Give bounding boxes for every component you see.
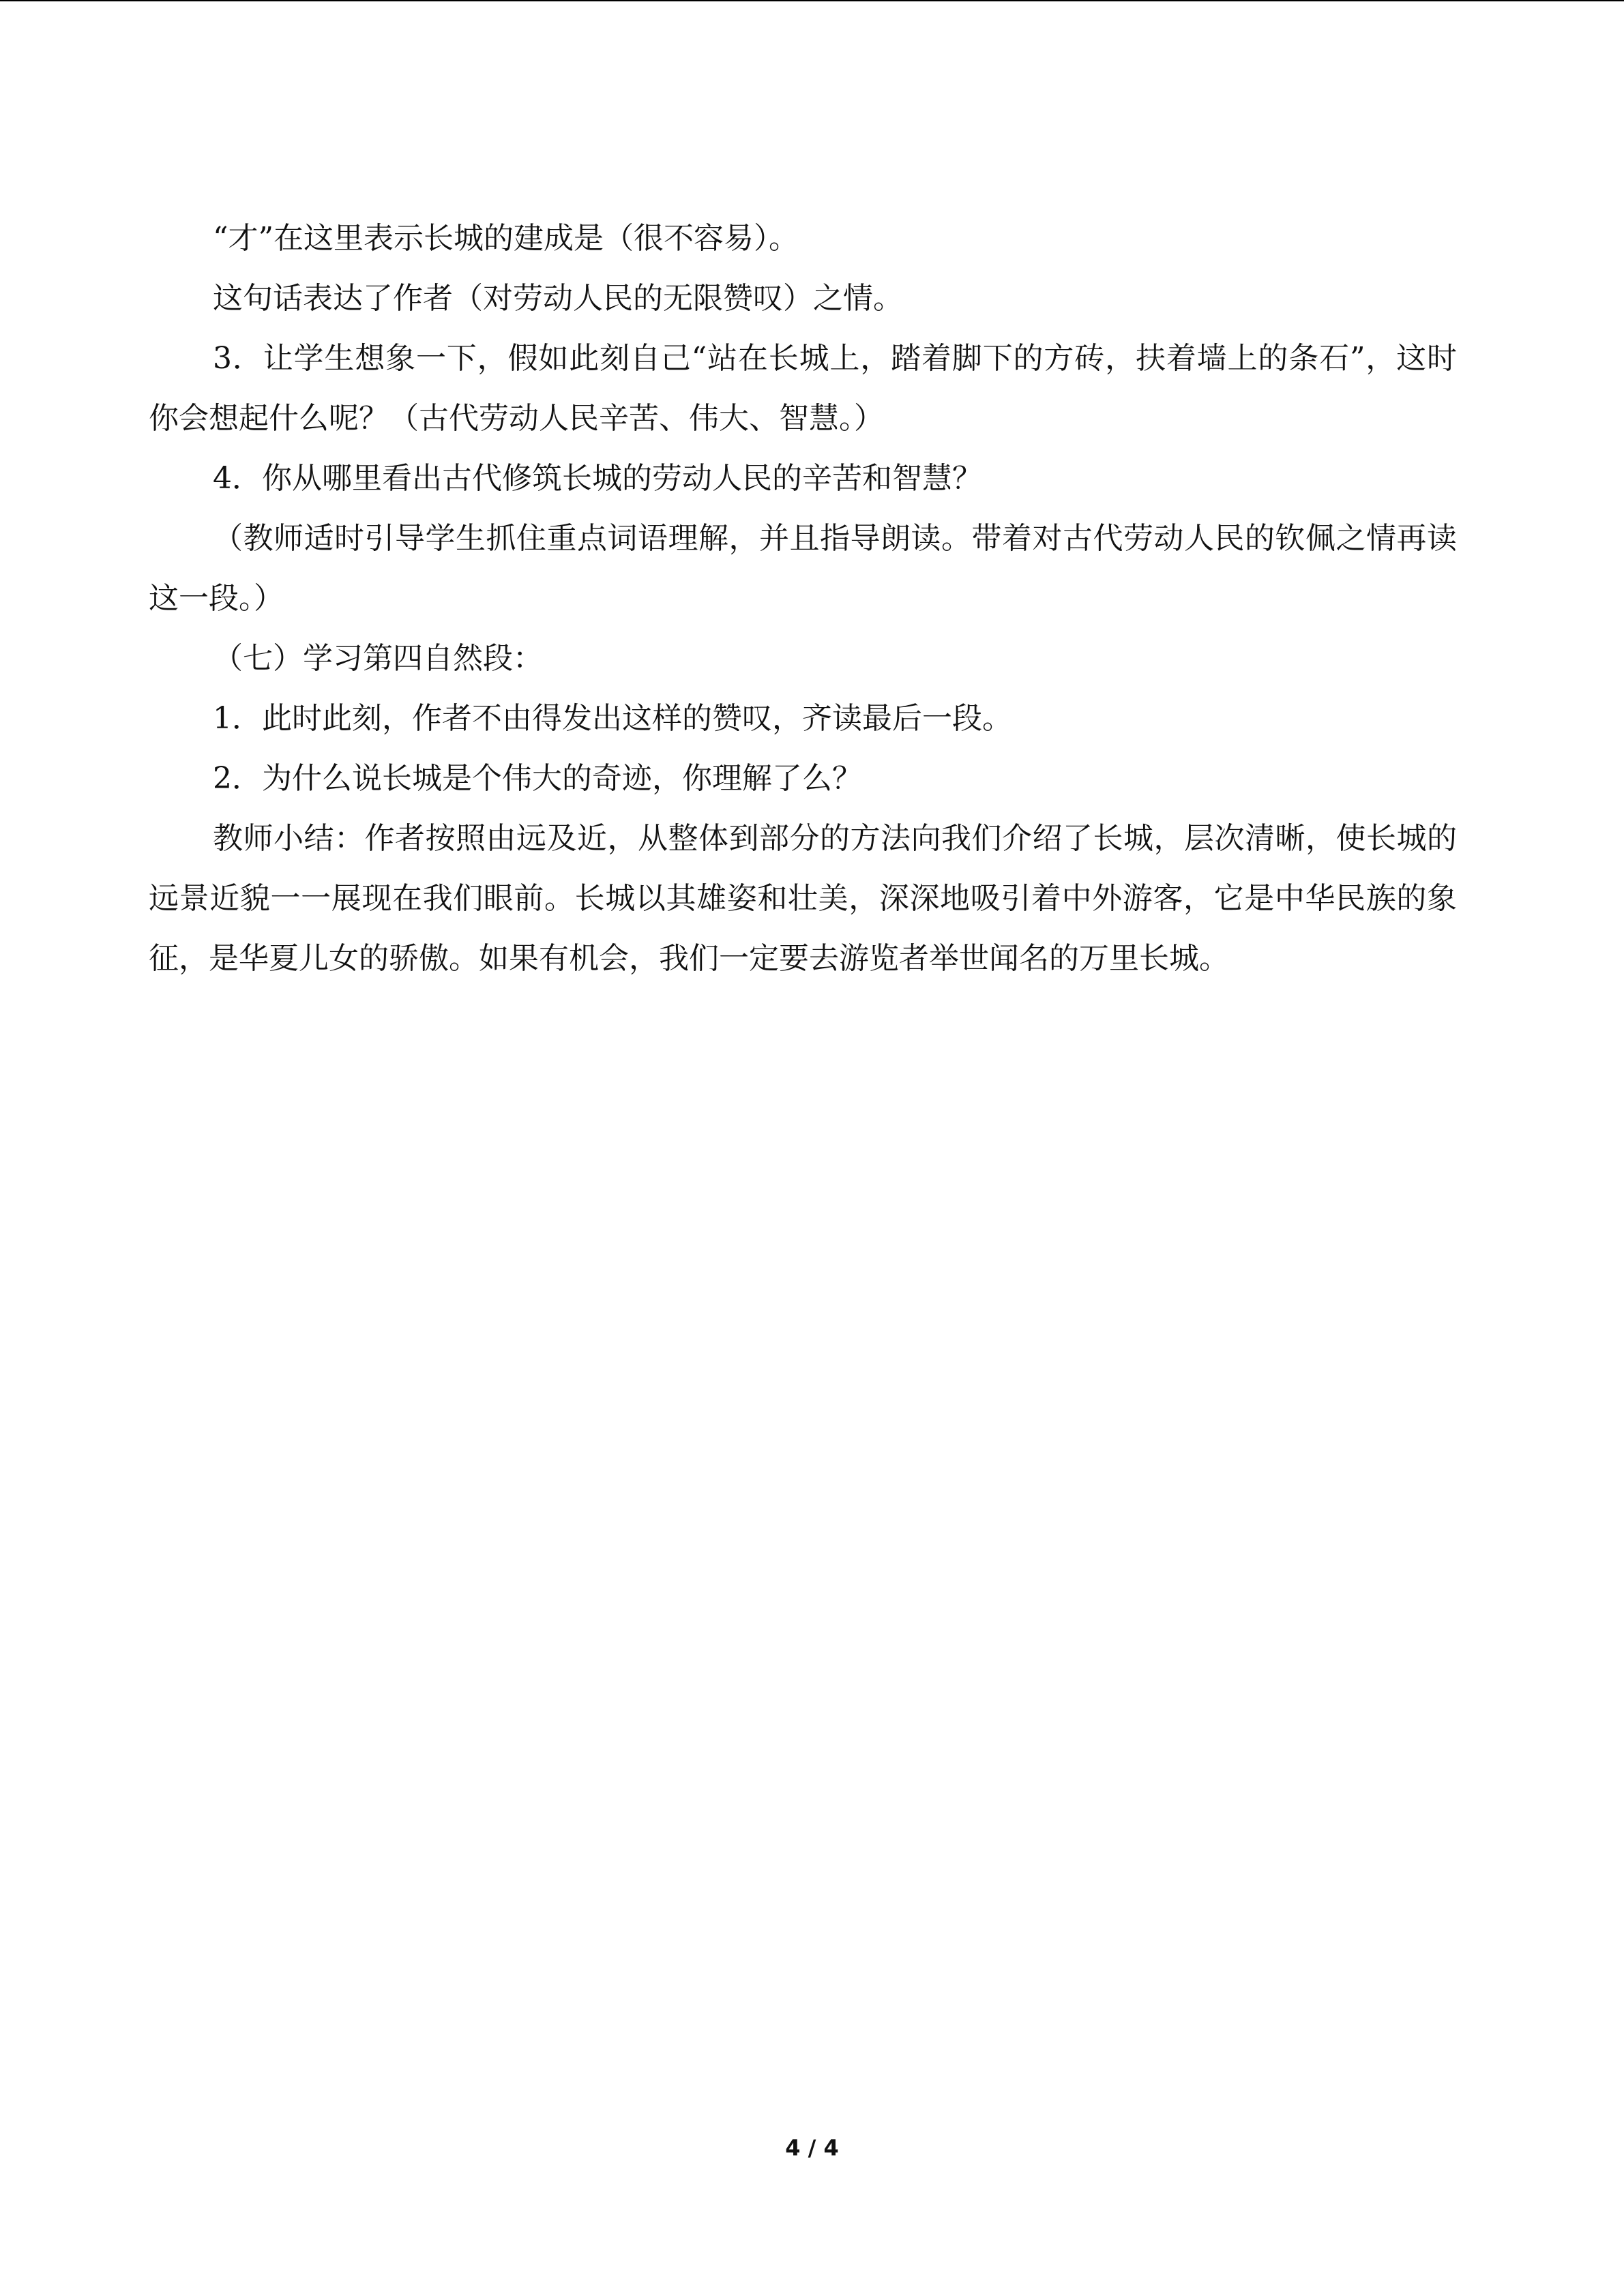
paragraph-author-feeling: 这句话表达了作者（对劳动人民的无限赞叹）之情。 bbox=[213, 281, 903, 316]
paragraph-item-2: 2．为什么说长城是个伟大的奇迹，你理解了么？ bbox=[213, 761, 862, 796]
page-number: 4 / 4 bbox=[785, 2135, 839, 2161]
paragraph-teacher-summary: 教师小结：作者按照由远及近，从整体到部分的方法向我们介绍了长城，层次清晰，使长城的远景近貌一一展现在我们眼前。长城以其雄姿和壮美，深深地吸引着中外游客，它是中华民族的象征，是华夏儿女的骄傲。如果有机会，我们一定要去游览者举世闻名的万里长城。 bbox=[149, 821, 1457, 976]
paragraph-answer-cai: “才”在这里表示长城的建成是（很不容易）。 bbox=[213, 221, 799, 256]
paragraph-question-3: 3．让学生想象一下，假如此刻自己“站在长城上，踏着脚下的方砖，扶着墙上的条石”，这时你会想起什么呢？（古代劳动人民辛苦、伟大、智慧。） bbox=[149, 341, 1457, 436]
document-body bbox=[149, 209, 1457, 989]
paragraph-item-1: 1．此时此刻，作者不由得发出这样的赞叹，齐读最后一段。 bbox=[213, 701, 1012, 736]
paragraph-teacher-guidance: （教师适时引导学生抓住重点词语理解，并且指导朗读。带着对古代劳动人民的钦佩之情再读这一段。） bbox=[149, 521, 1457, 616]
paragraph-question-4: 4．你从哪里看出古代修筑长城的劳动人民的辛苦和智慧？ bbox=[213, 461, 982, 496]
section-heading-seven: （七）学习第四自然段： bbox=[213, 641, 543, 676]
